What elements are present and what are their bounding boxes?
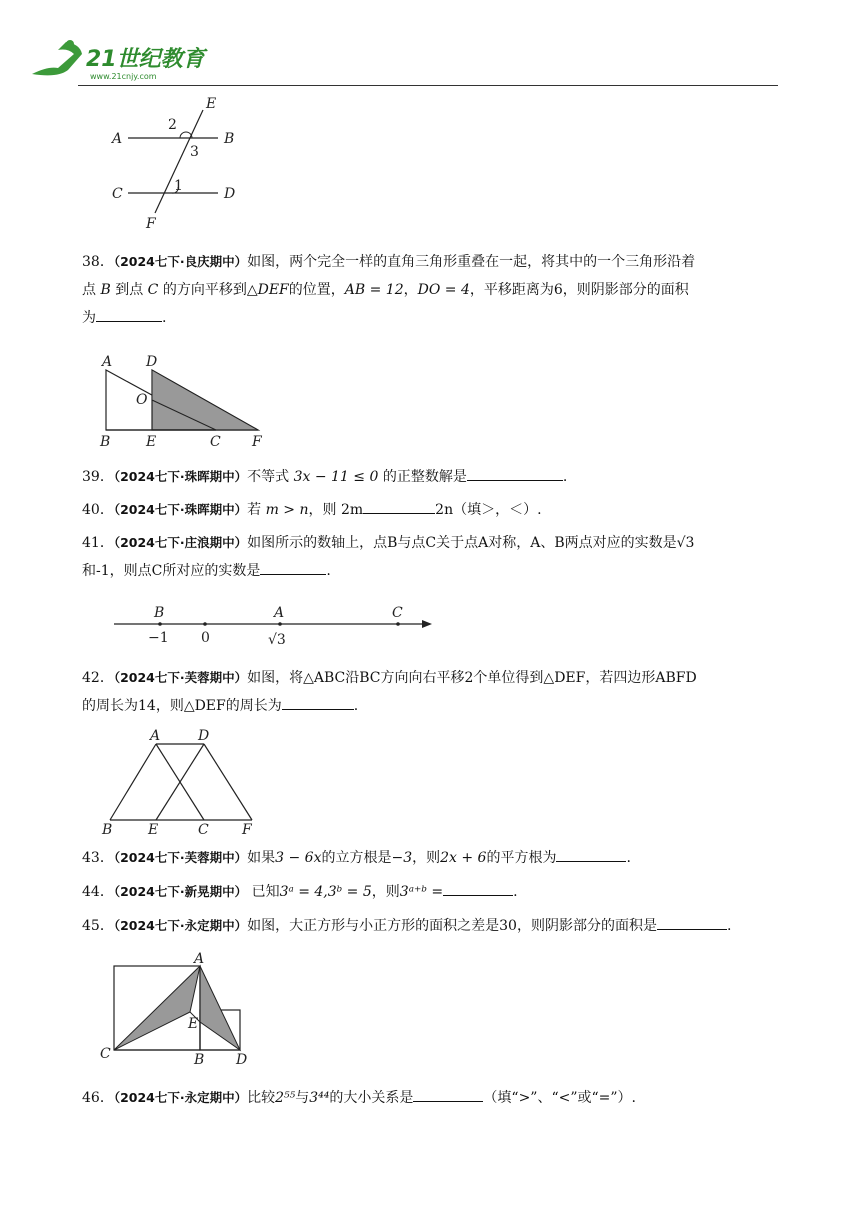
q38-text: 点 xyxy=(82,282,96,298)
label-C: C xyxy=(112,186,123,202)
answer-blank-43[interactable] xyxy=(556,847,626,862)
answer-blank-46[interactable] xyxy=(413,1087,483,1102)
q41-number: 41． xyxy=(82,535,114,551)
q38-number: 38． xyxy=(82,254,114,270)
q43-expr3: 2x + 6 xyxy=(440,850,487,866)
q44-text: 已知 xyxy=(251,884,280,900)
answer-blank-40[interactable] xyxy=(363,499,435,514)
q39-text: 不等式 xyxy=(247,469,290,485)
q39-end: . xyxy=(562,469,568,485)
tick-sqrt3: √3 xyxy=(268,632,286,648)
q43-text: 的平方根为 xyxy=(486,850,557,866)
label-D: D xyxy=(224,186,236,202)
q46-text: 与 xyxy=(295,1090,310,1106)
label-E: E xyxy=(146,434,157,448)
q44-source: （2024七下·新晃期中） xyxy=(113,884,248,899)
q43-expr1: 3 − 6x xyxy=(275,850,322,866)
label-D: D xyxy=(146,354,158,370)
q40-source: （2024七下·珠晖期中） xyxy=(113,502,248,517)
q38-eq2: DO = 4 xyxy=(417,282,470,298)
q38-text: 的位置， xyxy=(288,282,345,298)
label-B: B xyxy=(154,605,165,621)
question-40 xyxy=(82,496,782,524)
label-angle-1: 1 xyxy=(174,178,183,194)
q42-source: （2024七下·芙蓉期中） xyxy=(113,670,248,685)
label-A: A xyxy=(274,605,285,621)
q39-text: 的正整数解是 xyxy=(382,469,467,485)
label-A: A xyxy=(150,728,161,744)
question-46 xyxy=(82,1084,782,1112)
q46-expr1: 2⁵⁵ xyxy=(275,1090,296,1106)
label-F: F xyxy=(146,216,156,232)
q43-expr2: −3 xyxy=(391,850,413,866)
question-39 xyxy=(82,463,782,491)
question-42 xyxy=(82,664,782,720)
label-D: D xyxy=(198,728,210,744)
q38-text: 的方向平移到△ xyxy=(162,282,258,298)
q43-source: （2024七下·芙蓉期中） xyxy=(113,850,248,865)
q43-text: ，则 xyxy=(412,850,441,866)
q44-end: . xyxy=(513,884,518,900)
q41-line1: 如图所示的数轴上，点B与点C关于点A对称，A、B两点对应的实数是√3 xyxy=(247,535,695,551)
q40-text: 若 xyxy=(247,502,262,518)
q45-end: . xyxy=(726,918,732,934)
answer-blank-42[interactable] xyxy=(282,695,354,710)
header-rule xyxy=(78,85,778,86)
q38-var-B: B xyxy=(100,282,111,298)
q46-text: 的大小关系是 xyxy=(329,1090,414,1106)
label-F: F xyxy=(242,822,252,838)
q43-text: 如果 xyxy=(247,850,276,866)
q39-number: 39． xyxy=(82,469,114,485)
q45-number: 45． xyxy=(82,918,114,934)
tick-0: 0 xyxy=(201,630,210,646)
q46-number: 46． xyxy=(82,1090,114,1106)
label-C: C xyxy=(392,605,403,621)
label-angle-2: 2 xyxy=(168,117,177,133)
label-F: F xyxy=(252,434,262,448)
q45-text: 如图，大正方形与小正方形的面积之差是30，则阴影部分的面积是 xyxy=(247,918,657,934)
q38-end: . xyxy=(162,310,167,326)
figure-triangles-38 xyxy=(96,350,276,448)
q38-text: 到点 xyxy=(115,282,144,298)
label-B: B xyxy=(194,1052,205,1068)
q43-end: . xyxy=(626,850,631,866)
q41-source: （2024七下·庄浪期中） xyxy=(113,535,248,550)
answer-blank-41[interactable] xyxy=(260,560,326,575)
figure-translated-triangles xyxy=(96,728,266,838)
label-O: O xyxy=(136,392,148,408)
q40-text: 2n（填＞，＜）. xyxy=(435,502,542,518)
q40-expr: m > n xyxy=(265,502,309,518)
q42-end: . xyxy=(353,698,359,714)
question-45 xyxy=(82,912,782,940)
question-38 xyxy=(82,248,782,332)
q38-var-DEF: DEF xyxy=(257,282,289,298)
label-A: A xyxy=(102,354,113,370)
q39-source: （2024七下·珠晖期中） xyxy=(113,469,248,484)
label-B: B xyxy=(224,131,235,147)
answer-blank-38[interactable] xyxy=(96,307,162,322)
logo-text: 21世纪教育 xyxy=(86,47,205,72)
label-E: E xyxy=(148,822,159,838)
figure-number-line xyxy=(108,600,438,650)
q42-line1: 如图，将△ABC沿BC方向向右平移2个单位得到△DEF，若四边形ABFD xyxy=(247,670,697,686)
q38-line1: 如图，两个完全一样的直角三角形重叠在一起，将其中的一个三角形沿着 xyxy=(247,254,696,270)
q44-expr2: 3ᵃ⁺ᵇ = xyxy=(399,884,444,900)
q42-line2: 的周长为14，则△DEF的周长为 xyxy=(82,698,282,714)
label-C: C xyxy=(210,434,221,448)
label-B: B xyxy=(102,822,113,838)
logo-subtext: www.21cnjy.com xyxy=(90,72,157,81)
q46-text: （填“>”、“<”或“=”）. xyxy=(483,1090,636,1106)
q38-eq1: AB = 12 xyxy=(344,282,404,298)
q43-number: 43． xyxy=(82,850,114,866)
q40-text: ，则 2m xyxy=(308,502,364,518)
q44-expr1: 3ᵃ = 4,3ᵇ = 5 xyxy=(279,884,372,900)
q44-number: 44． xyxy=(82,884,114,900)
q41-line2: 和-1，则点C所对应的实数是 xyxy=(82,563,261,579)
q38-var-C: C xyxy=(147,282,159,298)
label-B: B xyxy=(100,434,111,448)
label-angle-3: 3 xyxy=(190,144,199,160)
question-41 xyxy=(82,529,782,585)
q38-text: ，平移距离为6，则阴影部分的面积 xyxy=(469,282,689,298)
label-A: A xyxy=(112,131,123,147)
q46-expr2: 3⁴⁴ xyxy=(309,1090,330,1106)
label-D: D xyxy=(236,1052,248,1068)
q40-number: 40． xyxy=(82,502,114,518)
q45-source: （2024七下·永定期中） xyxy=(113,918,248,933)
label-E: E xyxy=(206,96,217,112)
label-C: C xyxy=(198,822,209,838)
q44-text: ，则 xyxy=(371,884,400,900)
q46-text: 比较 xyxy=(247,1090,276,1106)
tick-minus-1: −1 xyxy=(148,630,169,646)
q41-end: . xyxy=(326,563,331,579)
q38-source: （2024七下·良庆期中） xyxy=(113,254,248,269)
question-44 xyxy=(82,878,782,906)
figure-squares xyxy=(96,950,266,1070)
q43-text: 的立方根是 xyxy=(321,850,392,866)
answer-blank-44[interactable] xyxy=(443,881,513,896)
answer-blank-39[interactable] xyxy=(467,466,563,481)
q38-text: 为 xyxy=(82,310,96,326)
q39-expr: 3x − 11 ≤ 0 xyxy=(293,469,379,485)
question-43 xyxy=(82,844,782,872)
figure-parallel-lines xyxy=(100,95,250,235)
label-C: C xyxy=(100,1046,111,1062)
label-E: E xyxy=(188,1016,199,1032)
label-A: A xyxy=(194,951,205,967)
logo xyxy=(28,38,278,82)
q38-text: ， xyxy=(403,282,418,298)
q46-source: （2024七下·永定期中） xyxy=(113,1090,248,1105)
q42-number: 42． xyxy=(82,670,114,686)
answer-blank-45[interactable] xyxy=(657,915,727,930)
